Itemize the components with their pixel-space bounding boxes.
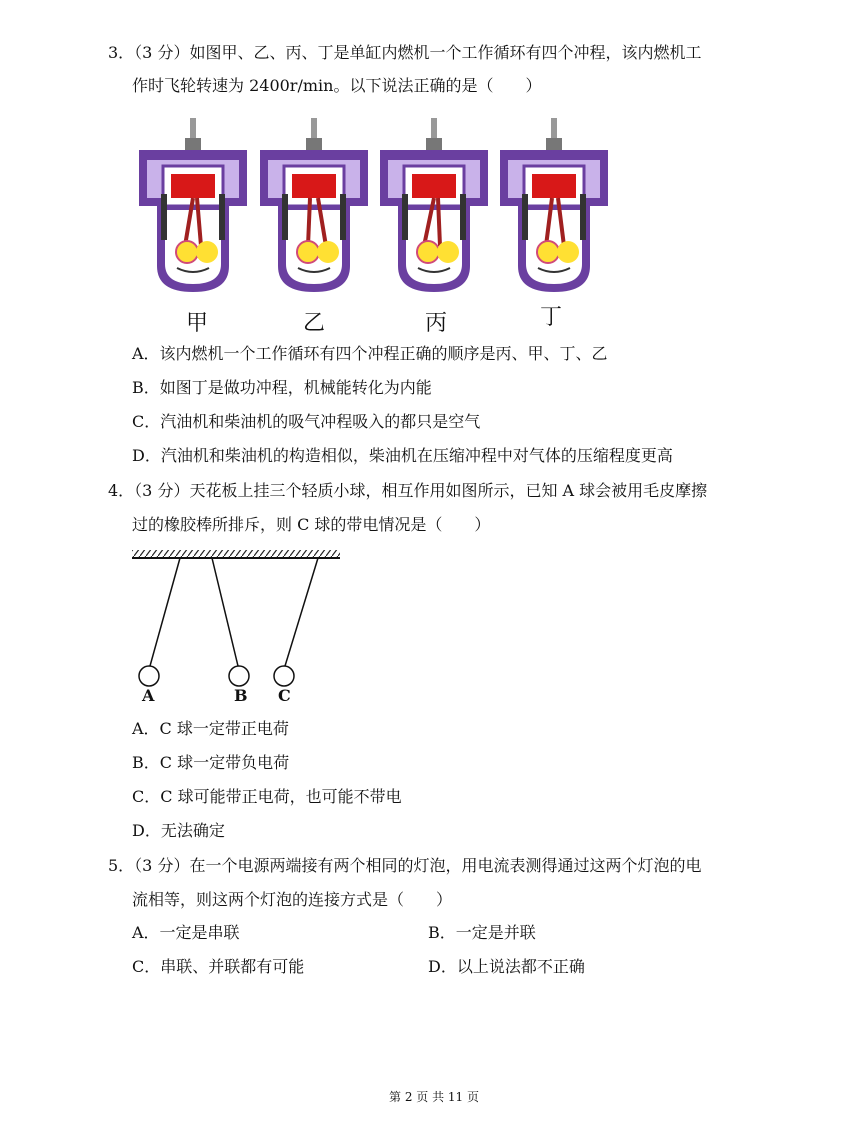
- page-footer: 第 2 页 共 11 页: [389, 1090, 479, 1104]
- q4-option-c[interactable]: C．C 球可能带正电荷，也可能不带电: [132, 787, 402, 806]
- q3-option-a[interactable]: A．该内燃机一个工作循环有四个冲程正确的顺序是丙、甲、丁、乙: [132, 344, 608, 363]
- q4-option-d[interactable]: D．无法确定: [132, 821, 225, 840]
- engine-figure-yi: [258, 116, 370, 294]
- q5-stem-line2: 流相等，则这两个灯泡的连接方式是（ ）: [132, 890, 453, 909]
- q4-option-a[interactable]: A．C 球一定带正电荷: [132, 719, 289, 738]
- ball-label-b: B: [234, 686, 248, 705]
- q4-stem-line2: 过的橡胶棒所排斥，则 C 球的带电情况是（ ）: [132, 515, 491, 534]
- q5-option-b[interactable]: B．一定是并联: [428, 923, 536, 942]
- q3-stem-line2: 作时飞轮转速为 2400r/min。以下说法正确的是（ ）: [132, 76, 542, 95]
- thread-b: [212, 558, 238, 666]
- q3-option-d[interactable]: D．汽油机和柴油机的构造相似，柴油机在压缩冲程中对气体的压缩程度更高: [132, 446, 673, 465]
- q5-option-c[interactable]: C．串联、并联都有可能: [132, 957, 305, 976]
- q3-stem-line1: 3．（3 分）如图甲、乙、丙、丁是单缸内燃机一个工作循环有四个冲程，该内燃机工: [108, 43, 702, 62]
- q4-option-b[interactable]: B．C 球一定带负电荷: [132, 753, 290, 772]
- ceiling-hatch: [132, 550, 340, 558]
- figure-label-jia: 甲: [186, 311, 209, 336]
- q3-option-b[interactable]: B．如图丁是做功冲程，机械能转化为内能: [132, 378, 432, 397]
- figure-label-ding: 丁: [540, 305, 563, 330]
- q5-option-d[interactable]: D．以上说法都不正确: [428, 957, 585, 976]
- engine-figure-jia: [137, 116, 249, 294]
- ball-a: [139, 666, 159, 686]
- ball-b: [229, 666, 249, 686]
- engine-diagram-ding: [500, 118, 608, 292]
- engine-diagram-bing: [380, 118, 488, 292]
- thread-a: [150, 558, 180, 666]
- q5-option-a[interactable]: A．一定是串联: [132, 923, 240, 942]
- figure-label-bing: 丙: [425, 311, 448, 336]
- q5-stem-line1: 5．（3 分）在一个电源两端接有两个相同的灯泡，用电流表测得通过这两个灯泡的电: [108, 856, 702, 875]
- ball-label-c: C: [278, 686, 291, 705]
- ball-c: [274, 666, 294, 686]
- engine-figure-bing: [378, 116, 490, 294]
- q4-stem-line1: 4．（3 分）天花板上挂三个轻质小球，相互作用如图所示，已知 A 球会被用毛皮摩擦: [108, 481, 708, 500]
- ball-label-a: A: [142, 686, 155, 705]
- engine-diagram-jia: [139, 118, 247, 292]
- engine-diagram-yi: [260, 118, 368, 292]
- engine-figure-ding: [498, 116, 610, 294]
- q3-option-c[interactable]: C．汽油机和柴油机的吸气冲程吸入的都只是空气: [132, 412, 481, 431]
- thread-c: [285, 558, 318, 666]
- figure-label-yi: 乙: [303, 311, 326, 336]
